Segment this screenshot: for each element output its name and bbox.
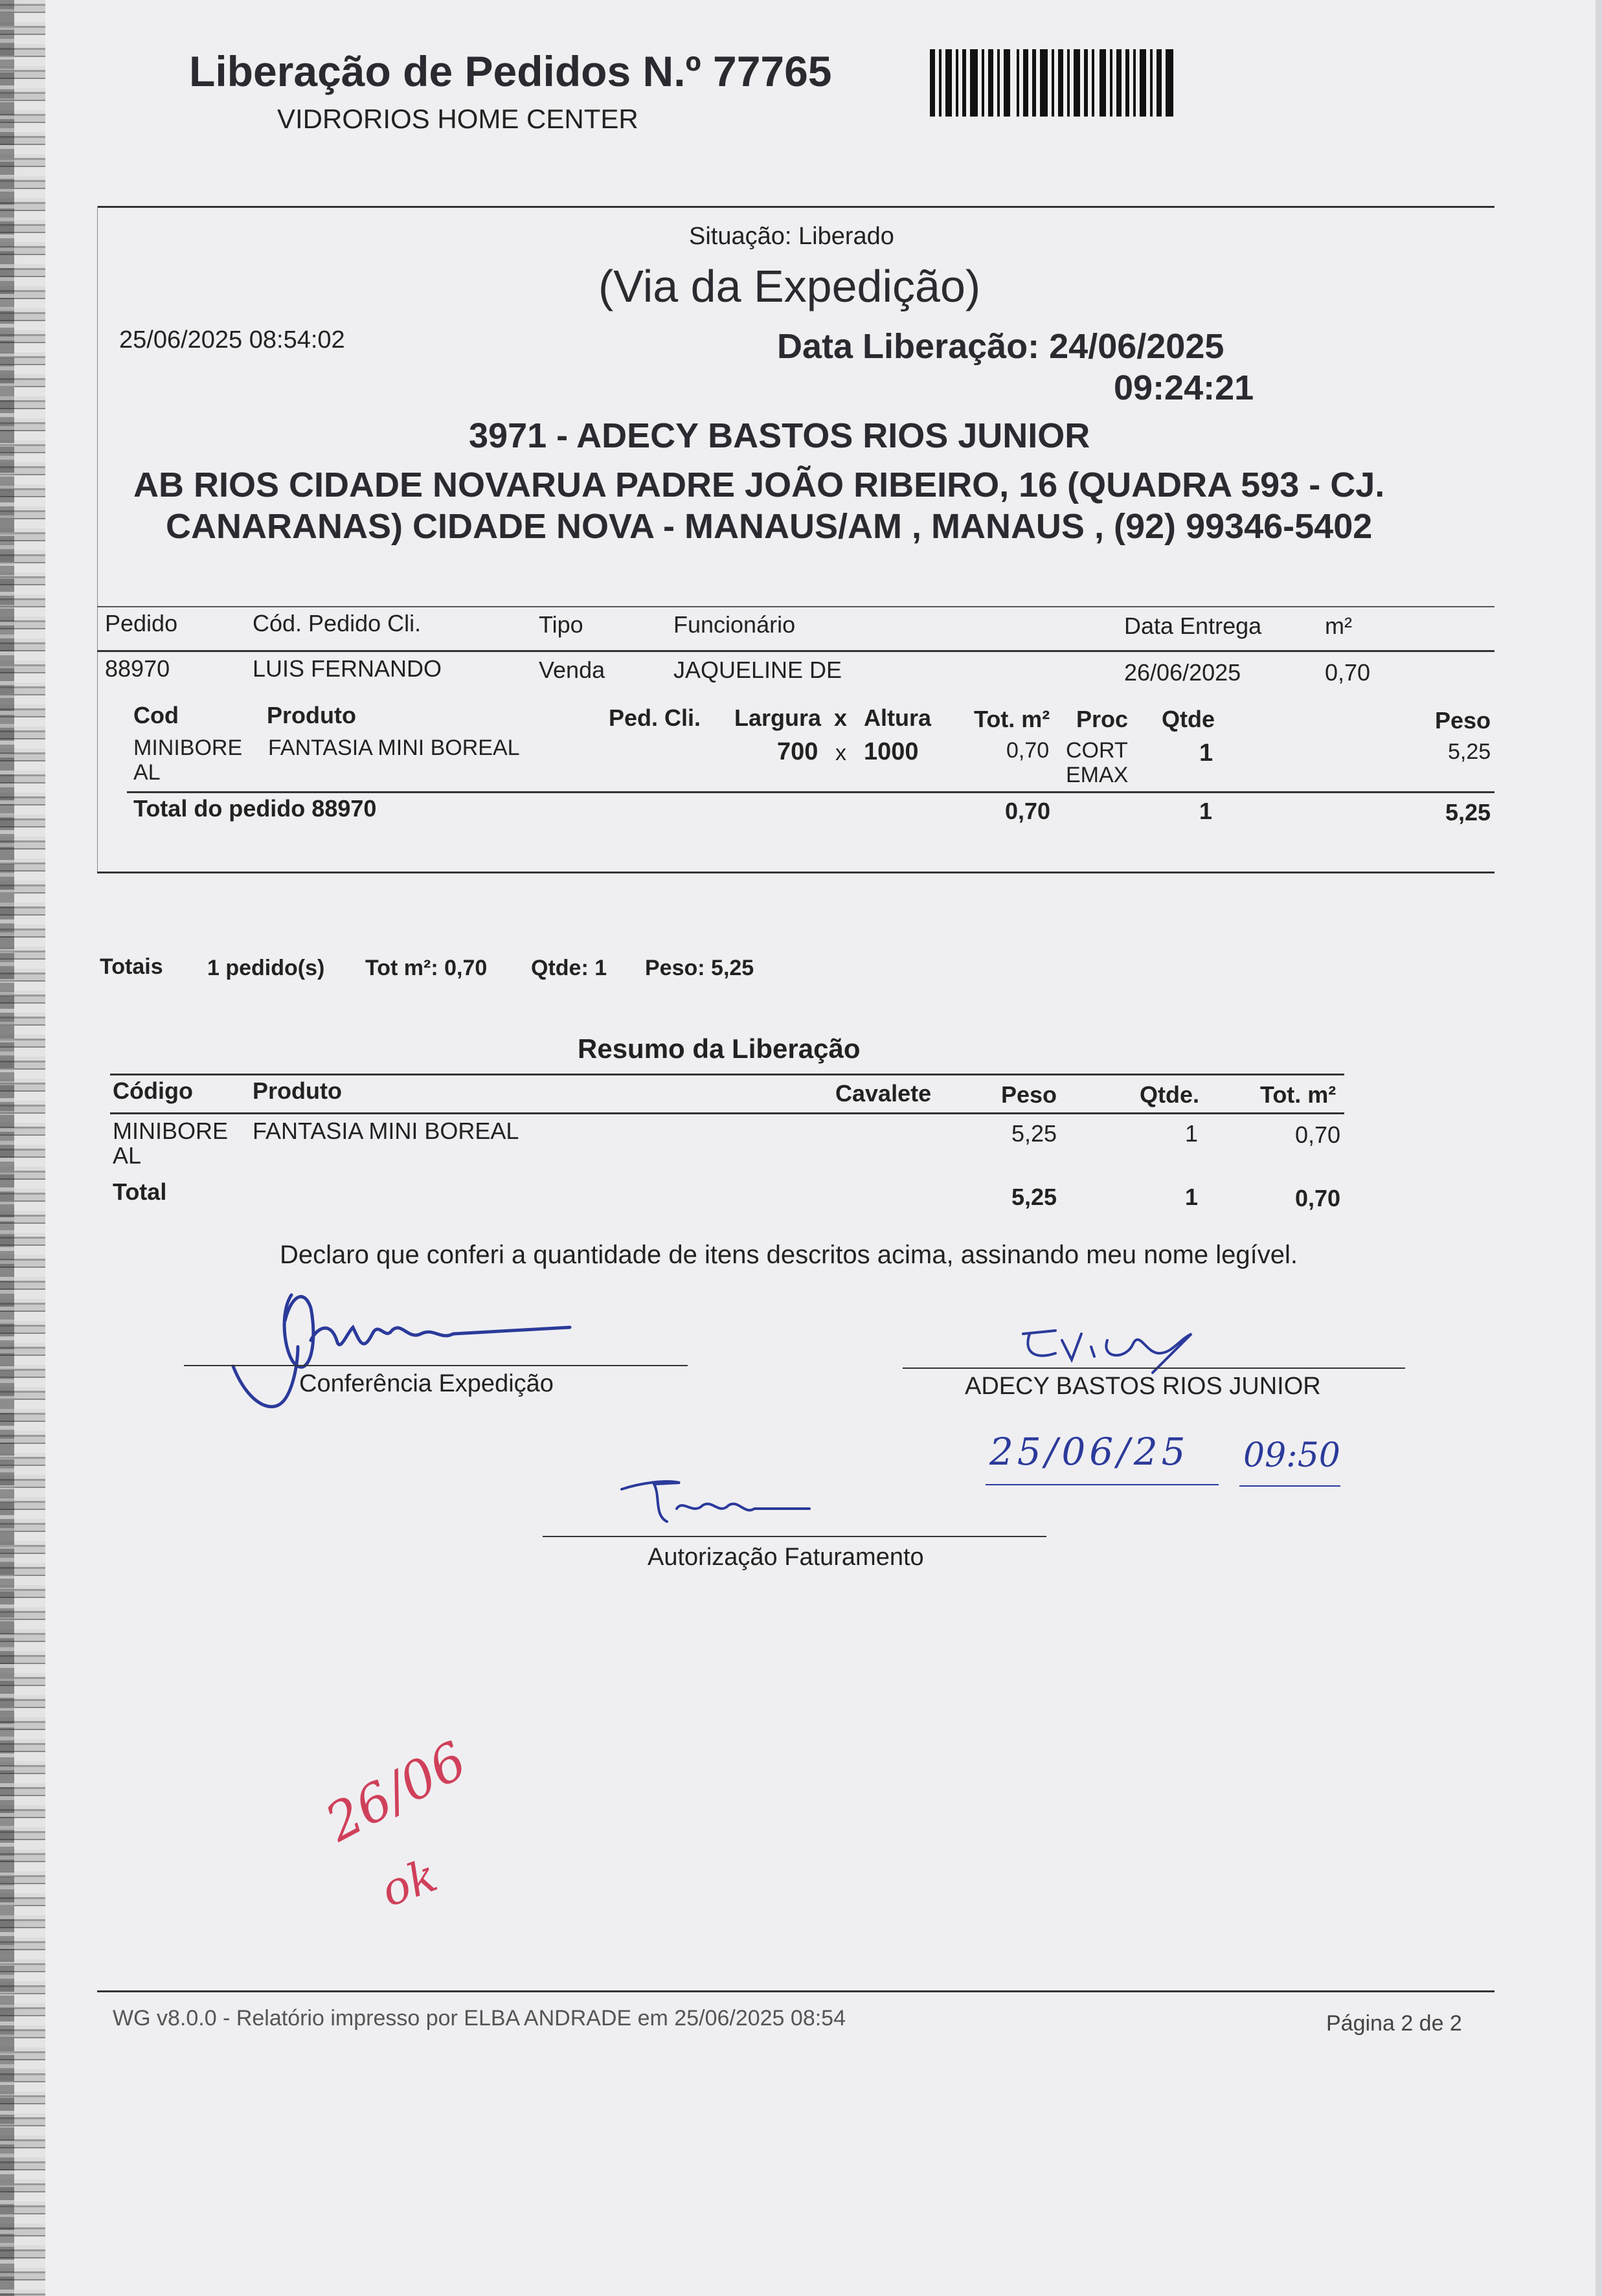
item-cod-line1: MINIBORE: [133, 736, 243, 760]
item-col-cod: Cod: [133, 702, 179, 728]
item-qtde: 1: [1199, 739, 1213, 767]
resumo-col-produto: Produto: [253, 1077, 342, 1104]
item-col-altura: Altura: [864, 704, 932, 731]
item-proc-line2: EMAX: [1066, 763, 1129, 787]
resumo-total-tot-m2: 0,70: [1295, 1185, 1341, 1211]
item-col-produto: Produto: [267, 702, 356, 728]
resumo-total-qtde: 1: [1185, 1184, 1199, 1210]
data-liberacao: Data Liberação: 24/06/2025: [777, 327, 1224, 366]
resumo-produto: FANTASIA MINI BOREAL: [253, 1118, 519, 1144]
red-note-ok: ok: [374, 1849, 444, 1918]
conferencia-line: [184, 1365, 688, 1366]
totais-label: Totais: [100, 954, 163, 979]
col-tipo: Tipo: [539, 611, 583, 638]
resumo-col-peso: Peso: [1001, 1081, 1057, 1108]
item-col-tot-m2: Tot. m²: [974, 706, 1050, 732]
footer-printed-by: WG v8.0.0 - Relatório impresso por ELBA ANDRADE em 25/06/2025 08:54: [113, 2006, 846, 2031]
item-col-x: x: [834, 704, 848, 731]
item-col-ped-cli: Ped. Cli.: [609, 704, 701, 731]
item-col-proc: Proc: [1076, 706, 1129, 732]
autorizacao-label: Autorização Faturamento: [648, 1544, 924, 1571]
totais-tot-m2: Tot m²: 0,70: [365, 956, 488, 980]
resumo-codigo-line1: MINIBORE: [113, 1118, 229, 1144]
conferencia-label: Conferência Expedição: [299, 1370, 554, 1397]
totais-pedidos: 1 pedido(s): [207, 956, 325, 980]
item-col-peso: Peso: [1435, 707, 1491, 734]
resumo-title: Resumo da Liberação: [578, 1033, 861, 1064]
barcode: [930, 49, 1176, 117]
col-m2: m²: [1325, 613, 1352, 639]
item-produto: FANTASIA MINI BOREAL: [268, 736, 520, 760]
order-total-peso: 5,25: [1445, 799, 1491, 826]
cell-cod-cli: LUIS FERNANDO: [253, 655, 442, 682]
autorizacao-signature: [615, 1470, 848, 1541]
resumo-col-tot-m2: Tot. m²: [1260, 1081, 1337, 1108]
autorizacao-line: [543, 1536, 1046, 1537]
item-peso: 5,25: [1448, 739, 1491, 764]
cell-pedido: 88970: [105, 655, 170, 682]
item-cod-line2: AL: [133, 760, 161, 785]
resumo-header-rule: [110, 1112, 1344, 1114]
conferencia-signature: [207, 1269, 583, 1424]
handwritten-date: 25/06/25: [989, 1430, 1190, 1474]
item-tot-m2: 0,70: [1006, 738, 1050, 763]
via-expedicao: (Via da Expedição): [598, 261, 981, 311]
col-pedido: Pedido: [105, 610, 178, 636]
declaration-text: Declaro que conferi a quantidade de itens descritos acima, assinando meu nome legível.: [280, 1241, 1298, 1269]
handwritten-time: 09:50: [1243, 1436, 1340, 1475]
resumo-qtde: 1: [1185, 1120, 1199, 1147]
header-divider: [97, 206, 1495, 208]
resumo-col-qtde: Qtde.: [1140, 1081, 1200, 1108]
totais-qtde: Qtde: 1: [531, 956, 607, 980]
company-name: VIDRORIOS HOME CENTER: [277, 104, 638, 134]
document-title: Liberação de Pedidos N.º 77765: [189, 47, 832, 95]
hora-liberacao: 09:24:21: [1114, 368, 1254, 407]
handwritten-time-underline: [1239, 1485, 1340, 1487]
footer-page: Página 2 de 2: [1326, 2011, 1462, 2036]
order-table-bottom-rule: [97, 872, 1495, 873]
resumo-col-codigo: Código: [113, 1077, 193, 1104]
situacao-label: Situação: Liberado: [689, 223, 894, 250]
resumo-peso: 5,25: [1011, 1120, 1057, 1147]
resumo-top-rule: [110, 1074, 1344, 1075]
handwritten-date-underline: [986, 1484, 1219, 1485]
col-cod-cli: Cód. Pedido Cli.: [253, 610, 422, 636]
order-total-m2: 0,70: [1005, 798, 1051, 824]
resumo-codigo-line2: AL: [113, 1142, 142, 1169]
order-table-top-rule: [97, 606, 1495, 607]
item-altura: 1000: [864, 738, 919, 765]
printed-timestamp: 25/06/2025 08:54:02: [119, 326, 345, 354]
red-note-date: 26/06: [316, 1729, 477, 1854]
col-funcionario: Funcionário: [673, 611, 796, 638]
cliente-label: ADECY BASTOS RIOS JUNIOR: [965, 1373, 1321, 1400]
order-header-rule: [97, 650, 1495, 652]
cell-funcionario: JAQUELINE DE: [673, 657, 842, 683]
item-total-rule: [127, 791, 1495, 793]
cliente-line: [903, 1367, 1405, 1369]
totais-peso: Peso: 5,25: [645, 956, 754, 980]
resumo-total-label: Total: [113, 1178, 167, 1205]
footer-rule: [97, 1990, 1495, 1992]
customer-address-line2: CANARANAS) CIDADE NOVA - MANAUS/AM , MANAUS , (92) 99346-5402: [166, 507, 1373, 546]
customer-name: 3971 - ADECY BASTOS RIOS JUNIOR: [469, 416, 1090, 455]
item-col-largura: Largura: [734, 704, 822, 731]
item-col-qtde: Qtde: [1162, 706, 1215, 732]
col-data-entrega: Data Entrega: [1124, 613, 1262, 639]
cell-data-entrega: 26/06/2025: [1124, 659, 1241, 686]
resumo-tot-m2: 0,70: [1295, 1121, 1341, 1148]
item-x: x: [835, 741, 846, 765]
scan-edge-dark: [0, 0, 14, 2296]
resumo-total-peso: 5,25: [1011, 1184, 1057, 1210]
order-total-qtde: 1: [1199, 798, 1213, 824]
scan-right-edge: [1596, 0, 1602, 2296]
cell-tipo: Venda: [539, 657, 605, 683]
left-frame-line: [97, 206, 98, 873]
item-largura: 700: [777, 738, 818, 765]
customer-address-line1: AB RIOS CIDADE NOVARUA PADRE JOÃO RIBEIRO, 16 (QUADRA 593 - CJ.: [133, 466, 1385, 504]
item-proc-line1: CORT: [1066, 738, 1128, 763]
resumo-col-cavalete: Cavalete: [835, 1080, 932, 1107]
cell-m2: 0,70: [1325, 659, 1371, 686]
order-total-label: Total do pedido 88970: [133, 795, 377, 822]
